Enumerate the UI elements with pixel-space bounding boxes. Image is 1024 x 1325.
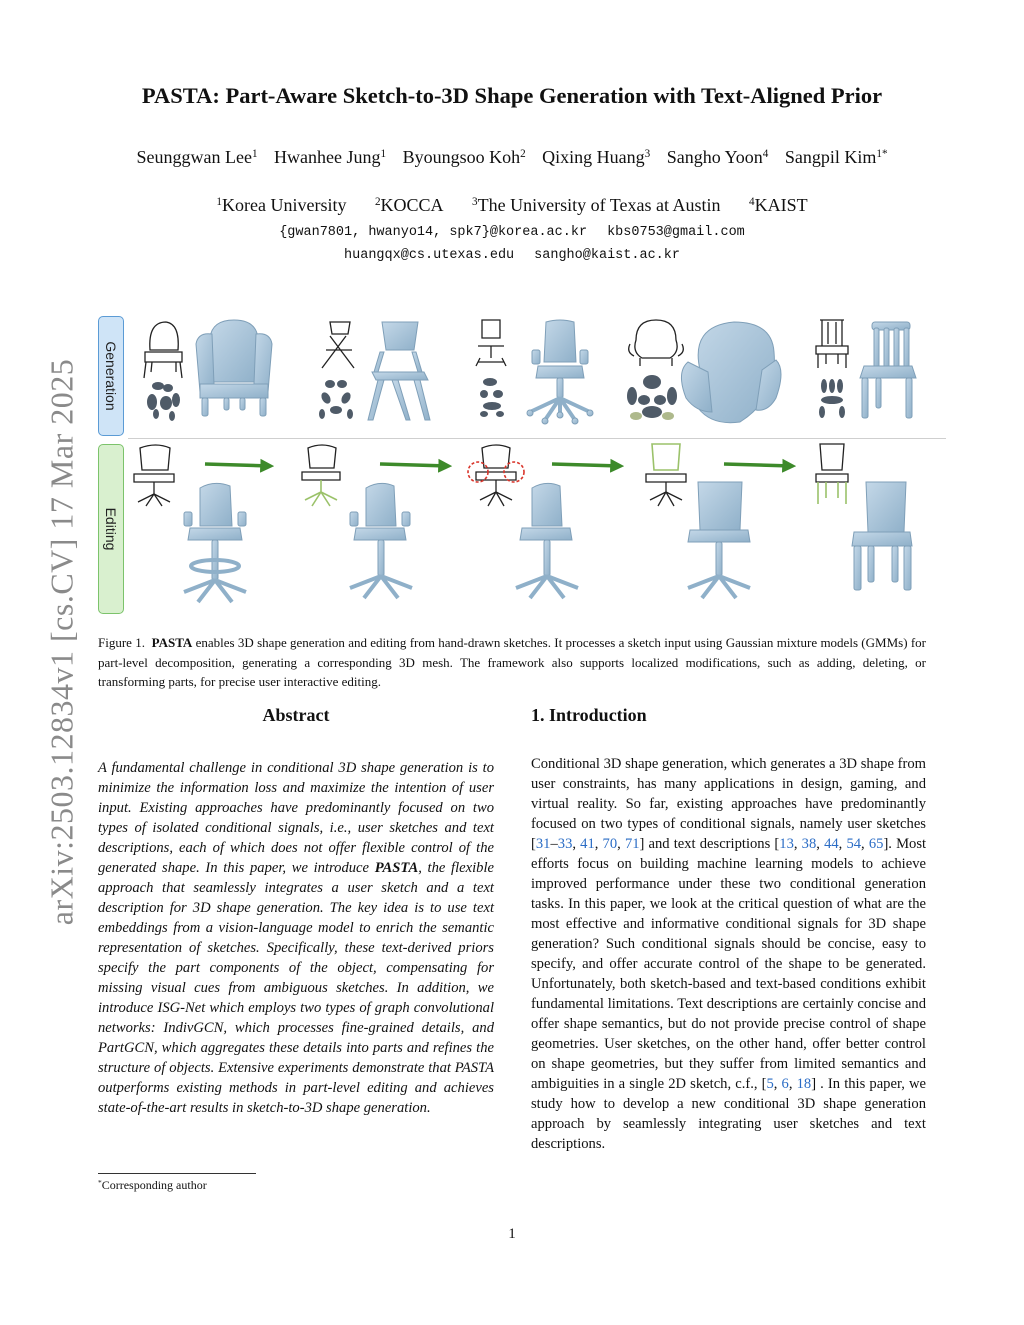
citation-link[interactable]: 70 xyxy=(602,836,618,852)
paper-title: PASTA: Part-Aware Sketch-to-3D Shape Generation with Text-Aligned Prior xyxy=(141,83,883,108)
email: {gwan7801, hwanyo14, spk7}@korea.ac.kr xyxy=(279,225,588,240)
intro-heading: 1. Introduction xyxy=(531,705,647,725)
affiliation: $^1$Korea University xyxy=(216,195,347,215)
abstract-heading: Abstract xyxy=(262,705,330,725)
mesh-four-leg-chair xyxy=(852,482,912,590)
mesh-drafting-chair xyxy=(184,483,246,602)
gmm-ellipses-3 xyxy=(480,378,504,417)
mesh-folding-chair xyxy=(368,322,430,420)
gmm-ellipses-1 xyxy=(147,382,180,421)
sketch-wingback-chair xyxy=(144,322,182,378)
email: sangho@kaist.ac.kr xyxy=(534,248,680,263)
author: Byoungsoo Koh$^2$ xyxy=(402,147,526,167)
sketch-spindle-chair xyxy=(816,320,848,368)
mesh-spindle-chair xyxy=(860,322,916,418)
citation-link[interactable]: 44 xyxy=(824,836,839,852)
author: Sangpil Kim$^{1*}$ xyxy=(784,147,888,167)
sketch-edit-armrests xyxy=(476,445,516,506)
email: huangqx@cs.utexas.edu xyxy=(344,248,515,263)
mesh-office-chair-2 xyxy=(350,483,412,598)
citation-link[interactable]: 38 xyxy=(801,836,817,852)
edit-arrow xyxy=(552,464,620,466)
mesh-office-chair xyxy=(527,320,593,424)
mesh-wingback-chair xyxy=(196,320,272,416)
citation-link[interactable]: 65 xyxy=(868,836,884,852)
abstract-body: A fundamental challenge in conditional 3D shape generation is to minimize the information loss and maximize the intention of user input. Existing approaches have predominantly focused on two types of isolated conditional signals, i.e., user sketches and text descriptions, each of which does not offer flexible control of the generated shape. In this paper, we introduce PASTA, the flexible approach that seamlessly integrates a user sketch and a text description for 3D shape generation. The key idea is to use text embeddings from a vision-language model to enrich the semantic representation of sketches. Specifically, these text-derived priors specify the part components of the object, compensating for missing visual cues from ambiguous sketches. In addition, we introduce ISG-Net which employs two types of graph convolutional networks: IndivGCN, which processes fine-grained details, and PartGCN, which aggregates these details into parts and refines the structure of objects. Extensive experiments demonstrate that PASTA outperforms existing methods in part-level editing and achieves state-of-the-art results in sketch-to-3D shape generation. xyxy=(98,760,494,1116)
gmm-ellipses-5 xyxy=(819,379,845,418)
mesh-tall-back-chair xyxy=(688,482,750,598)
footnote-rule xyxy=(98,1173,256,1174)
edit-arrow xyxy=(724,464,792,466)
citation-link[interactable]: 6 xyxy=(781,1076,789,1092)
edit-arrow xyxy=(380,464,448,466)
citation-link[interactable]: 41 xyxy=(580,836,595,852)
author: Seunggwan Lee$^1$ xyxy=(136,147,258,167)
sketch-edit-seat xyxy=(646,474,686,506)
sketch-edit-legs-top xyxy=(816,444,848,482)
citation-link[interactable]: 5 xyxy=(766,1076,774,1092)
page-number: 1 xyxy=(508,1226,516,1242)
sketch-folding-chair xyxy=(322,322,354,368)
intro-body: Conditional 3D shape generation, which generates a 3D shape from user constraints, has many applications in design, gaming, and virtual reality. So far, existing approaches have predominantly focused on two types of conditional signals, namely user sketches [31–33, 41, 70, 71] and text descriptions [13, 38, 44, 54, 65]. Most efforts focus on building machine learning models to achieve improved performance under these two conditional generation tasks. In this paper, we look at the critical question of what are the most effective and informative conditional signals for 3D shape generation? Such conditional signals should be concise, easy to specify, and offer accurate control of the shape to be generated. Unfortunately, both sketch-based and text-based conditions exhibit fundamental limitations. Text descriptions are certainly concise and offer shape semantics, but do not provide precise control of shape geometries. User sketches, on the other hand, offer better control on shape geometries, but they suffer from limited semantics and ambiguities in a single 2D sketch, c.f., [5, 6, 18] . In this paper, we study how to develop a new conditional 3D shape generation approach by seamlessly integrating user sketches and text descriptions. xyxy=(531,756,927,1152)
sketch-edit-base xyxy=(302,445,340,480)
citation-link[interactable]: 13 xyxy=(779,836,794,852)
figure-caption: Figure 1. PASTA enables 3D shape generation and editing from hand-drawn sketches. It processes a sketch input using Gaussian mixture models (GMMs) for part-level decomposition, generating a corresponding 3D mesh. The framework also supports localized modifications, such as adding, deleting, or transforming parts, for precise user interactive editing. xyxy=(98,635,926,689)
citation-link[interactable]: 18 xyxy=(796,1076,812,1092)
edited-leg-parts xyxy=(818,482,846,504)
gmm-ellipses-2 xyxy=(319,380,353,419)
email: kbs0753@gmail.com xyxy=(607,225,745,240)
citation-link[interactable]: 33 xyxy=(557,836,573,852)
figure-illustration xyxy=(0,0,1024,640)
edited-base-parts xyxy=(305,480,337,506)
author: Qixing Huang$^3$ xyxy=(542,147,651,167)
sketch-lounge-chair xyxy=(629,320,684,366)
sketch-edit-back xyxy=(652,444,680,470)
gmm-ellipses-4 xyxy=(627,375,677,420)
citation-link[interactable]: 71 xyxy=(624,836,640,852)
edit-arrow xyxy=(205,464,270,466)
footnote: *Corresponding author xyxy=(98,1177,207,1192)
affiliation: $^2$KOCCA xyxy=(374,195,444,215)
author: Hwanhee Jung$^1$ xyxy=(274,147,387,167)
mesh-lounge-chair xyxy=(681,322,781,423)
generation-row-label: Generation xyxy=(98,316,124,436)
sketch-edit-input xyxy=(134,445,174,506)
sketch-office-chair xyxy=(476,320,506,366)
affiliation: $^3$The University of Texas at Austin xyxy=(472,195,721,215)
author: Sangho Yoon$^4$ xyxy=(666,147,769,167)
arxiv-watermark: arXiv:2503.12834v1 [cs.CV] 17 Mar 2025 xyxy=(43,358,80,926)
affiliation: $^4$KAIST xyxy=(749,195,808,215)
editing-row-label: Editing xyxy=(98,444,124,614)
citation-link[interactable]: 54 xyxy=(846,836,862,852)
mesh-armless-chair xyxy=(516,483,578,598)
citation-link[interactable]: 31 xyxy=(535,836,551,852)
